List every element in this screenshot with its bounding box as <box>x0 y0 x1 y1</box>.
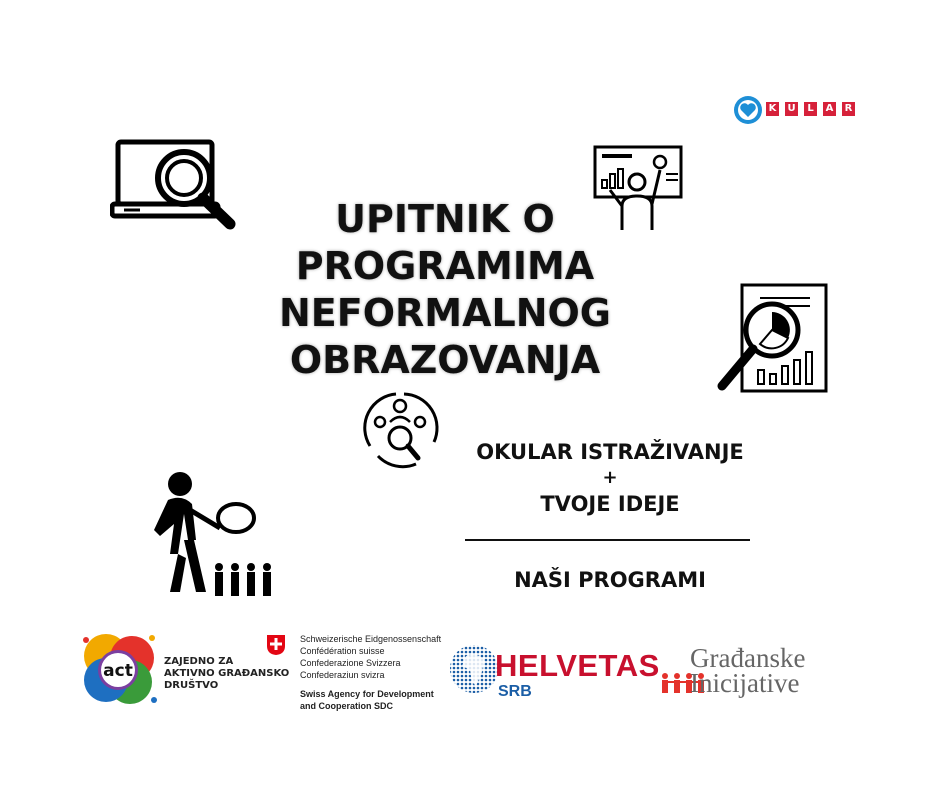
title-line: OBRAZOVANJA <box>289 338 601 382</box>
programs-heading: NAŠI PROGRAMI <box>514 568 706 592</box>
sdc-agency <box>300 688 434 712</box>
heart-eye-icon <box>732 94 766 126</box>
swiss-cross-icon <box>266 634 286 656</box>
okular-letter: L <box>804 102 817 116</box>
okular-letter: K <box>766 102 779 116</box>
helvetas-sub: SRB <box>498 683 532 700</box>
laptop-search-icon <box>110 138 242 234</box>
team-search-icon <box>356 386 444 472</box>
title-line: UPITNIK O <box>335 197 555 241</box>
report-analysis-icon <box>712 282 830 394</box>
okular-letter: R <box>842 102 855 116</box>
globe-icon <box>448 642 500 696</box>
title-line: PROGRAMIMA <box>295 244 595 288</box>
ideas-heading: TVOJE IDEJE <box>540 492 680 516</box>
okular-letter: A <box>823 102 836 116</box>
sdc-agency-line: and Cooperation SDC <box>300 701 394 711</box>
page-title <box>230 196 660 384</box>
act-mark: act <box>103 661 133 681</box>
sdc-text <box>300 633 441 681</box>
sdc-line: Confédération suisse <box>300 646 385 656</box>
divider <box>465 539 750 541</box>
sdc-line: Confederaziun svizra <box>300 670 385 680</box>
act-line: AKTIVNO GRAĐANSKO <box>164 668 290 679</box>
gradjanske-logo-text <box>690 643 806 698</box>
act-line: DRUŠTVO <box>164 680 219 691</box>
title-line: NEFORMALNOG <box>278 291 612 335</box>
act-text <box>164 656 289 692</box>
person-magnifier-icon <box>140 470 280 598</box>
act-line: ZAJEDNO ZA <box>164 656 234 667</box>
helvetas-name: HELVETAS <box>495 648 660 683</box>
gi-line2: Inicijative <box>690 668 800 698</box>
okular-letter: U <box>785 102 798 116</box>
gi-line1: Građanske <box>690 643 806 673</box>
plus-sign: + <box>602 467 618 488</box>
sdc-agency-line: Swiss Agency for Development <box>300 689 434 699</box>
okular-logo <box>732 94 853 126</box>
sdc-line: Confederazione Svizzera <box>300 658 401 668</box>
sdc-line: Schweizerische Eidgenossenschaft <box>300 634 442 644</box>
research-heading: OKULAR ISTRAŽIVANJE <box>476 440 744 464</box>
act-logo <box>80 630 160 708</box>
